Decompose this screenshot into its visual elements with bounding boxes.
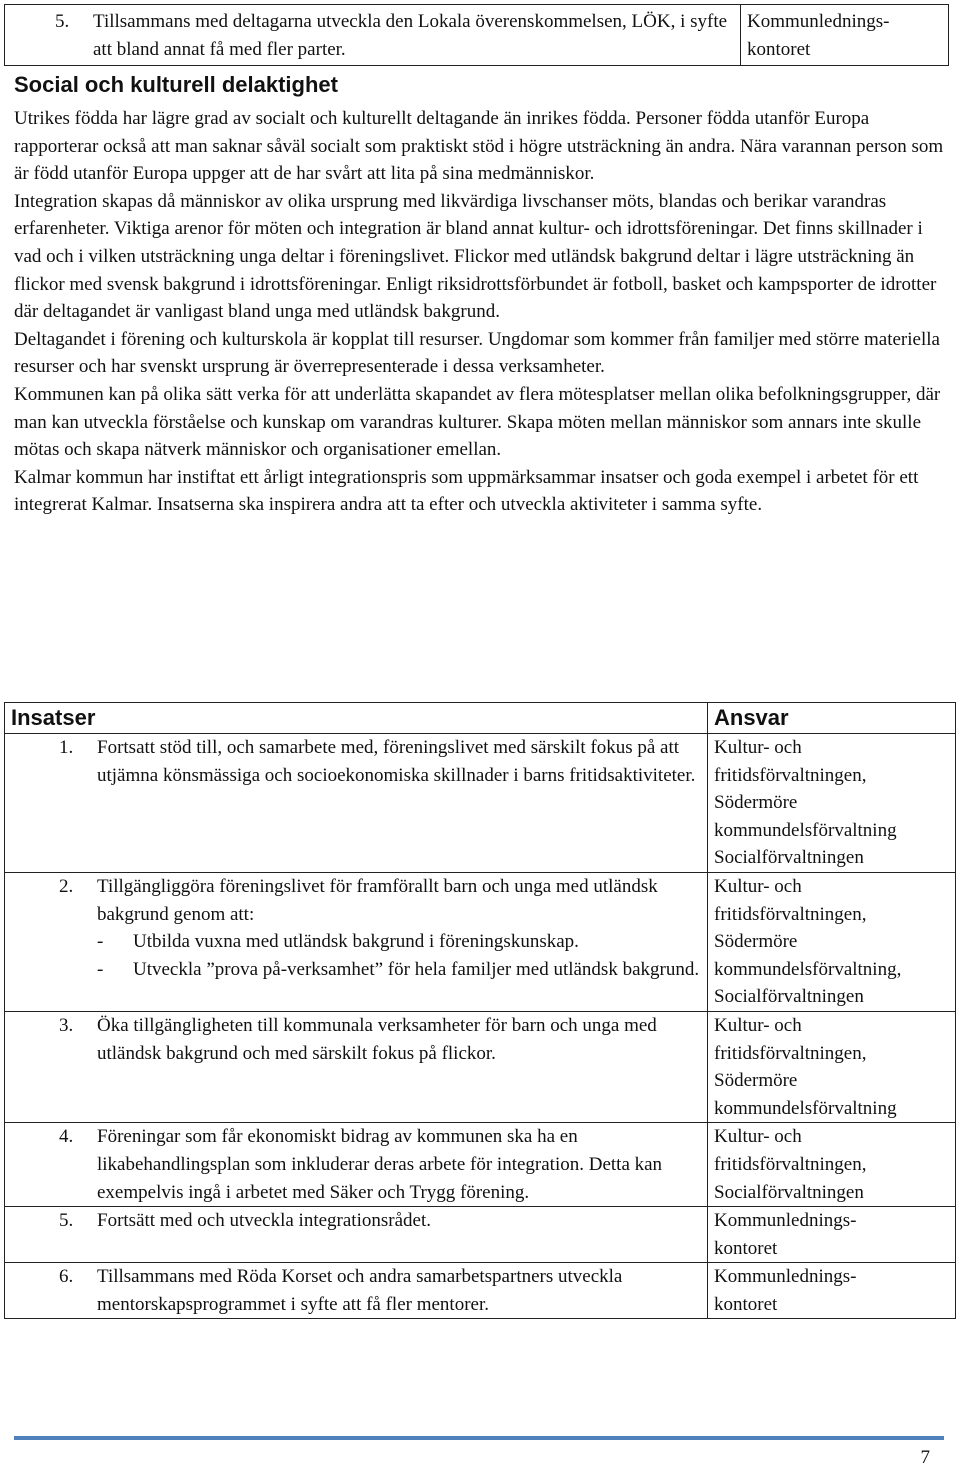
- ansvar-line: fritidsförvaltningen,: [714, 764, 867, 786]
- table-row: [5, 1207, 956, 1263]
- sub-item-text: Utveckla ”prova på-verksamhet” för hela familjer med utländsk bakgrund.: [133, 958, 700, 980]
- ansvar-cell: [741, 5, 949, 66]
- header-ansvar: Ansvar: [708, 703, 956, 734]
- table-row: [5, 1263, 956, 1319]
- insats-cell: [5, 734, 708, 873]
- table-row: [5, 1011, 956, 1122]
- item-text: Fortsätt med och utveckla integrationsrådet.: [97, 1210, 431, 1232]
- item-text: Öka tillgängligheten till kommunala verksamheter för barn och unga med utländsk bakgrund och med särskilt fokus på flickor.: [97, 1014, 657, 1064]
- table-row: [5, 5, 949, 66]
- insats-cell: [5, 872, 708, 1011]
- ansvar-cell: [708, 1011, 956, 1122]
- ansvar-cell: [708, 1207, 956, 1263]
- header-insatser: Insatser: [5, 703, 708, 734]
- sub-item: [97, 956, 701, 984]
- ansvar-line: fritidsförvaltningen,: [714, 1042, 867, 1064]
- ansvar-line: Kultur- och: [714, 737, 802, 758]
- ansvar-line: Kommunlednings-: [714, 1266, 857, 1288]
- table-row: [5, 734, 956, 873]
- item-number: 3.: [59, 1014, 74, 1036]
- footer-rule: [14, 1436, 944, 1440]
- ansvar-line: kontoret: [747, 38, 811, 60]
- ansvar-line: kommundelsförvaltning: [714, 1097, 897, 1119]
- insats-cell: [5, 1207, 708, 1263]
- section-social-cultural: [14, 70, 946, 519]
- item-number: 5.: [55, 11, 70, 32]
- ansvar-line: Södermöre: [714, 931, 798, 953]
- paragraph: Deltagandet i förening och kulturskola är kopplat till resurser. Ungdomar som kommer från familjer med större materiella resurser och har svenskt ursprung är överrepresenterade i dessa verksamheter.: [14, 328, 940, 378]
- page-number: 7: [920, 1447, 930, 1468]
- dash-marker: -: [97, 931, 104, 953]
- paragraph: Utrikes födda har lägre grad av socialt och kulturellt deltagande än inrikes födda. Personer födda utanför Europa rapporterar också att man saknar såväl socialt som praktiskt stöd i högre utsträckning än andra. Nära varannan person som är född utanför Europa uppger att de har svårt att lita på sina medmänniskor.: [14, 108, 944, 185]
- table-header-row: [5, 703, 956, 734]
- ansvar-cell: [708, 734, 956, 873]
- item-text: Tillsammans med deltagarna utveckla den Lokala överenskommelsen, LÖK, i syfte att bland annat få med fler parter.: [93, 11, 728, 60]
- ansvar-line: Södermöre: [714, 792, 798, 814]
- ansvar-cell: [708, 1123, 956, 1207]
- item-number: 6.: [59, 1266, 74, 1288]
- ansvar-line: kommundelsförvaltning,: [714, 958, 902, 980]
- insats-cell: [5, 1123, 708, 1207]
- ansvar-line: kontoret: [714, 1293, 778, 1315]
- top-measures-table: [4, 4, 949, 66]
- sub-item: [97, 928, 701, 956]
- dash-marker: -: [97, 958, 104, 980]
- paragraph: Integration skapas då människor av olika ursprung med likvärdiga livschanser möts, blandas och berikar varandras erfarenheter. Viktiga arenor för möten och integration är bland annat kultur- och idrottsföreningar. Det finns skillnader i vad och i vilken utsträckning unga deltar i föreningslivet. Flickor med utländsk bakgrund deltar i lägre utsträckning än flickor med svensk bakgrund i idrottsföreningar. Enligt riksidrottsförbundet är fotboll, basket och kampsporter de idrotter där deltagandet är vanligast bland unga med utländsk bakgrund.: [14, 190, 937, 323]
- item-text: Tillgängliggöra föreningslivet för framförallt barn och unga med utländsk bakgrund genom att:: [97, 875, 658, 925]
- ansvar-line: Kultur- och: [714, 1014, 802, 1036]
- ansvar-line: Socialförvaltningen: [714, 1181, 864, 1203]
- ansvar-line: fritidsförvaltningen,: [714, 903, 867, 925]
- table-row: [5, 872, 956, 1011]
- ansvar-line: fritidsförvaltningen,: [714, 1153, 867, 1175]
- ansvar-line: Södermöre: [714, 1070, 798, 1092]
- ansvar-line: Kommunlednings-: [747, 11, 890, 32]
- sub-item-text: Utbilda vuxna med utländsk bakgrund i föreningskunskap.: [133, 931, 579, 953]
- ansvar-cell: [708, 872, 956, 1011]
- item-number: 4.: [59, 1126, 74, 1148]
- ansvar-line: kommundelsförvaltning: [714, 819, 897, 841]
- ansvar-line: Kultur- och: [714, 1126, 802, 1148]
- table-row: [5, 1123, 956, 1207]
- item-number: 2.: [59, 875, 74, 897]
- item-text: Tillsammans med Röda Korset och andra samarbetspartners utveckla mentorskapsprogrammet i syfte att få fler mentorer.: [97, 1266, 623, 1315]
- insats-cell: [5, 1011, 708, 1122]
- item-text: Fortsatt stöd till, och samarbete med, föreningslivet med särskilt fokus på att utjämna könsmässiga och socioekonomiska skillnader i barns fritidsaktiviteter.: [97, 737, 696, 786]
- item-text: Föreningar som får ekonomiskt bidrag av kommunen ska ha en likabehandlingsplan som inkluderar deras arbete för integration. Detta kan exempelvis ingå i arbetet med Säker och Trygg förening.: [97, 1126, 663, 1203]
- ansvar-line: Socialförvaltningen: [714, 847, 864, 869]
- ansvar-line: Kommunlednings-: [714, 1210, 857, 1232]
- measures-table: [4, 702, 956, 1319]
- paragraph: Kommunen kan på olika sätt verka för att underlätta skapandet av flera mötesplatser mellan olika befolkningsgrupper, där man kan utveckla förståelse och kunskap om varandras kulturer. Skapa möten mellan människor som annars inte skulle mötas och skapa nätverk människor och organisationer emellan.: [14, 383, 941, 461]
- section-heading: Social och kulturell delaktighet: [14, 72, 338, 97]
- insats-cell: [5, 5, 741, 66]
- ansvar-cell: [708, 1263, 956, 1319]
- item-number: 1.: [59, 737, 74, 758]
- ansvar-line: Kultur- och: [714, 875, 802, 897]
- paragraph: Kalmar kommun har instiftat ett årligt integrationspris som uppmärksammar insatser och goda exempel i arbetet för ett integrerat Kalmar. Insatserna ska inspirera andra att ta efter och utveckla aktiviteter i samma syfte.: [14, 466, 919, 516]
- insats-cell: [5, 1263, 708, 1319]
- item-number: 5.: [59, 1210, 74, 1232]
- ansvar-line: Socialförvaltningen: [714, 986, 864, 1008]
- ansvar-line: kontoret: [714, 1237, 778, 1259]
